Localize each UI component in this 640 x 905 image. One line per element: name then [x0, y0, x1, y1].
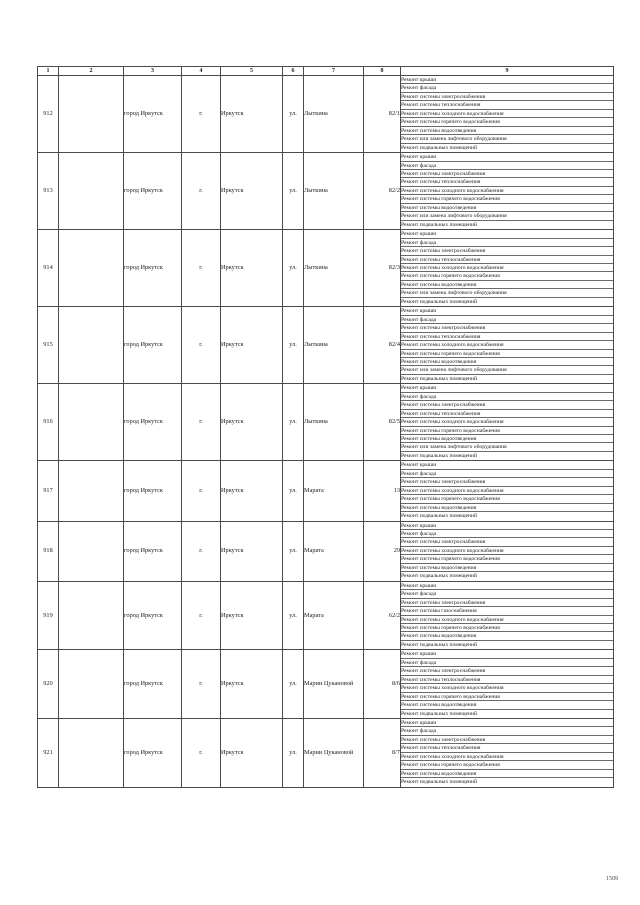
work-item: Ремонт системы холодного водоснабжения — [401, 264, 613, 272]
works-cell — [401, 718, 614, 787]
work-item: Ремонт системы холодного водоснабжения — [401, 341, 613, 349]
settlement-name-cell: Иркутск — [221, 461, 283, 521]
street-name-cell: Лыткина — [304, 230, 364, 307]
work-item: Ремонт фасада — [401, 727, 613, 735]
street-name-cell: Марии Цукановой — [304, 718, 364, 787]
work-item: Ремонт подвальных помещений — [401, 298, 478, 305]
settlement-type-cell: г. — [182, 384, 221, 461]
municipality-cell: город Иркутск — [124, 461, 182, 521]
table-row — [38, 581, 614, 650]
work-item: Ремонт или замена лифтового оборудования — [401, 443, 613, 451]
work-item: Ремонт системы электроснабжения — [401, 93, 613, 101]
settlement-name-cell: Иркутск — [221, 307, 283, 384]
settlement-type-cell: г. — [182, 581, 221, 650]
work-item: Ремонт системы теплоснабжения — [401, 410, 613, 418]
house-number-cell: 82/3 — [364, 230, 401, 307]
street-type-cell: ул. — [283, 384, 304, 461]
house-number-cell: 62/2 — [364, 581, 401, 650]
table-row — [38, 230, 614, 307]
work-item: Ремонт фасада — [401, 393, 613, 401]
street-name-cell: Лыткина — [304, 76, 364, 153]
empty-cell — [59, 521, 124, 581]
work-item: Ремонт крыши — [401, 522, 613, 530]
settlement-type-cell: г. — [182, 461, 221, 521]
empty-cell — [59, 230, 124, 307]
street-name-cell: Лыткина — [304, 384, 364, 461]
work-item: Ремонт системы водоотведения — [401, 204, 613, 212]
settlement-name-cell: Иркутск — [221, 521, 283, 581]
street-type-cell: ул. — [283, 521, 304, 581]
settlement-name-cell: Иркутск — [221, 650, 283, 719]
work-item: Ремонт системы холодного водоснабжения — [401, 616, 613, 624]
row-number: 916 — [38, 384, 59, 461]
row-number: 914 — [38, 230, 59, 307]
settlement-type-cell: г. — [182, 650, 221, 719]
work-item: Ремонт крыши — [401, 650, 613, 658]
work-item: Ремонт системы газоснабжения — [401, 607, 613, 615]
work-item: Ремонт подвальных помещений — [401, 710, 478, 717]
municipality-cell: город Иркутск — [124, 307, 182, 384]
work-item: Ремонт системы холодного водоснабжения — [401, 684, 613, 692]
works-cell — [401, 521, 614, 581]
works-cell — [401, 581, 614, 650]
work-item: Ремонт системы водоотведения — [401, 632, 613, 640]
works-cell — [401, 384, 614, 461]
work-item: Ремонт системы холодного водоснабжения — [401, 547, 613, 555]
house-number-cell: 13 — [364, 461, 401, 521]
work-item: Ремонт подвальных помещений — [401, 573, 478, 580]
house-number-cell: 29 — [364, 521, 401, 581]
street-type-cell: ул. — [283, 718, 304, 787]
street-type-cell: ул. — [283, 230, 304, 307]
column-header: 1 — [38, 67, 59, 76]
street-type-cell: ул. — [283, 307, 304, 384]
work-item: Ремонт системы водоотведения — [401, 281, 613, 289]
column-header: 3 — [124, 67, 182, 76]
row-number: 915 — [38, 307, 59, 384]
works-cell — [401, 76, 614, 153]
work-item: Ремонт системы горячего водоснабжения — [401, 624, 613, 632]
table-row — [38, 521, 614, 581]
row-number: 918 — [38, 521, 59, 581]
street-name-cell: Лыткина — [304, 307, 364, 384]
work-item: Ремонт или замена лифтового оборудования — [401, 289, 613, 297]
works-cell — [401, 307, 614, 384]
work-item: Ремонт системы горячего водоснабжения — [401, 427, 613, 435]
work-item: Ремонт системы горячего водоснабжения — [401, 350, 613, 358]
work-item: Ремонт системы водоотведения — [401, 358, 613, 366]
work-item: Ремонт системы электроснабжения — [401, 736, 613, 744]
work-item: Ремонт крыши — [401, 230, 613, 238]
work-item: Ремонт системы электроснабжения — [401, 667, 613, 675]
work-item: Ремонт фасада — [401, 590, 613, 598]
settlement-type-cell: г. — [182, 718, 221, 787]
table-row — [38, 307, 614, 384]
table-row — [38, 153, 614, 230]
work-item: Ремонт системы теплоснабжения — [401, 744, 613, 752]
street-type-cell: ул. — [283, 581, 304, 650]
table-header-row — [38, 67, 614, 76]
house-number-cell: 8/7 — [364, 718, 401, 787]
street-type-cell: ул. — [283, 461, 304, 521]
work-item: Ремонт системы горячего водоснабжения — [401, 495, 613, 503]
row-number: 912 — [38, 76, 59, 153]
municipality-cell: город Иркутск — [124, 76, 182, 153]
work-item: Ремонт системы электроснабжения — [401, 170, 613, 178]
work-item: Ремонт системы электроснабжения — [401, 324, 613, 332]
work-item: Ремонт системы горячего водоснабжения — [401, 118, 613, 126]
work-item: Ремонт подвальных помещений — [401, 641, 478, 648]
table-row — [38, 384, 614, 461]
column-header: 8 — [364, 67, 401, 76]
empty-cell — [59, 461, 124, 521]
column-header: 2 — [59, 67, 124, 76]
work-item: Ремонт системы электроснабжения — [401, 538, 613, 546]
column-header: 7 — [304, 67, 364, 76]
settlement-name-cell: Иркутск — [221, 384, 283, 461]
street-type-cell: ул. — [283, 76, 304, 153]
works-cell — [401, 153, 614, 230]
work-item: Ремонт системы горячего водоснабжения — [401, 761, 613, 769]
work-item: Ремонт подвальных помещений — [401, 221, 478, 228]
work-item: Ремонт или замена лифтового оборудования — [401, 212, 613, 220]
work-item: Ремонт системы теплоснабжения — [401, 333, 613, 341]
work-item: Ремонт системы теплоснабжения — [401, 178, 613, 186]
empty-cell — [59, 718, 124, 787]
empty-cell — [59, 153, 124, 230]
work-item: Ремонт крыши — [401, 153, 613, 161]
settlement-type-cell: г. — [182, 307, 221, 384]
municipality-cell: город Иркутск — [124, 718, 182, 787]
work-item: Ремонт системы холодного водоснабжения — [401, 418, 613, 426]
works-cell — [401, 461, 614, 521]
work-item: Ремонт системы электроснабжения — [401, 401, 613, 409]
work-item: Ремонт системы электроснабжения — [401, 247, 613, 255]
work-item: Ремонт крыши — [401, 582, 613, 590]
column-header: 6 — [283, 67, 304, 76]
street-name-cell: Лыткина — [304, 153, 364, 230]
works-cell — [401, 230, 614, 307]
work-item: Ремонт крыши — [401, 307, 613, 315]
work-item: Ремонт системы водоотведения — [401, 701, 613, 709]
table-row — [38, 718, 614, 787]
work-item: Ремонт подвальных помещений — [401, 779, 478, 786]
work-item: Ремонт системы горячего водоснабжения — [401, 195, 613, 203]
settlement-name-cell: Иркутск — [221, 581, 283, 650]
table-row — [38, 76, 614, 153]
column-header: 4 — [182, 67, 221, 76]
table-row — [38, 461, 614, 521]
column-header: 9 — [401, 67, 614, 76]
work-item: Ремонт системы горячего водоснабжения — [401, 272, 613, 280]
work-item: Ремонт или замена лифтового оборудования — [401, 135, 613, 143]
settlement-type-cell: г. — [182, 230, 221, 307]
settlement-name-cell: Иркутск — [221, 230, 283, 307]
municipality-cell: город Иркутск — [124, 650, 182, 719]
work-item: Ремонт фасада — [401, 84, 613, 92]
house-number-cell: 82/1 — [364, 76, 401, 153]
work-item: Ремонт крыши — [401, 719, 613, 727]
work-item: Ремонт системы теплоснабжения — [401, 256, 613, 264]
row-number: 913 — [38, 153, 59, 230]
work-item: Ремонт крыши — [401, 384, 613, 392]
work-item: Ремонт системы водоотведения — [401, 127, 613, 135]
street-name-cell: Марата — [304, 461, 364, 521]
work-item: Ремонт системы водоотведения — [401, 504, 613, 512]
empty-cell — [59, 76, 124, 153]
empty-cell — [59, 650, 124, 719]
work-item: Ремонт системы холодного водоснабжения — [401, 753, 613, 761]
settlement-name-cell: Иркутск — [221, 718, 283, 787]
work-item: Ремонт системы холодного водоснабжения — [401, 110, 613, 118]
street-type-cell: ул. — [283, 153, 304, 230]
house-number-cell: 82/2 — [364, 153, 401, 230]
street-type-cell: ул. — [283, 650, 304, 719]
row-number: 917 — [38, 461, 59, 521]
empty-cell — [59, 307, 124, 384]
street-name-cell: Марата — [304, 521, 364, 581]
work-item: Ремонт фасада — [401, 316, 613, 324]
work-item: Ремонт системы горячего водоснабжения — [401, 555, 613, 563]
work-item: Ремонт системы холодного водоснабжения — [401, 187, 613, 195]
work-item: Ремонт подвальных помещений — [401, 452, 478, 459]
street-name-cell: Марии Цукановой — [304, 650, 364, 719]
housing-repair-table — [37, 66, 614, 788]
settlement-name-cell: Иркутск — [221, 153, 283, 230]
row-number: 920 — [38, 650, 59, 719]
street-name-cell: Марата — [304, 581, 364, 650]
table-row — [38, 650, 614, 719]
work-item: Ремонт фасада — [401, 530, 613, 538]
work-item: Ремонт подвальных помещений — [401, 513, 478, 520]
row-number: 921 — [38, 718, 59, 787]
settlement-type-cell: г. — [182, 521, 221, 581]
work-item: Ремонт системы водоотведения — [401, 435, 613, 443]
municipality-cell: город Иркутск — [124, 153, 182, 230]
row-number: 919 — [38, 581, 59, 650]
work-item: Ремонт системы электроснабжения — [401, 478, 613, 486]
work-item: Ремонт подвальных помещений — [401, 144, 478, 151]
empty-cell — [59, 384, 124, 461]
house-number-cell: 82/4 — [364, 307, 401, 384]
work-item: Ремонт системы водоотведения — [401, 564, 613, 572]
work-item: Ремонт фасада — [401, 162, 613, 170]
work-item: Ремонт крыши — [401, 461, 613, 469]
house-number-cell: 82/5 — [364, 384, 401, 461]
work-item: Ремонт системы электроснабжения — [401, 599, 613, 607]
settlement-name-cell: Иркутск — [221, 76, 283, 153]
work-item: Ремонт системы горячего водоснабжения — [401, 693, 613, 701]
work-item: Ремонт системы теплоснабжения — [401, 101, 613, 109]
municipality-cell: город Иркутск — [124, 581, 182, 650]
table-body — [38, 76, 614, 788]
municipality-cell: город Иркутск — [124, 230, 182, 307]
house-number-cell: 8/6 — [364, 650, 401, 719]
column-header: 5 — [221, 67, 283, 76]
work-item: Ремонт или замена лифтового оборудования — [401, 366, 613, 374]
municipality-cell: город Иркутск — [124, 384, 182, 461]
work-item: Ремонт фасада — [401, 659, 613, 667]
works-cell — [401, 650, 614, 719]
work-item: Ремонт подвальных помещений — [401, 375, 478, 382]
page-number: 1509 — [606, 876, 618, 882]
work-item: Ремонт системы холодного водоснабжения — [401, 487, 613, 495]
work-item: Ремонт фасада — [401, 239, 613, 247]
settlement-type-cell: г. — [182, 153, 221, 230]
work-item: Ремонт системы водоотведения — [401, 770, 613, 778]
settlement-type-cell: г. — [182, 76, 221, 153]
empty-cell — [59, 581, 124, 650]
municipality-cell: город Иркутск — [124, 521, 182, 581]
work-item: Ремонт системы теплоснабжения — [401, 676, 613, 684]
work-item: Ремонт крыши — [401, 76, 613, 84]
work-item: Ремонт фасада — [401, 470, 613, 478]
